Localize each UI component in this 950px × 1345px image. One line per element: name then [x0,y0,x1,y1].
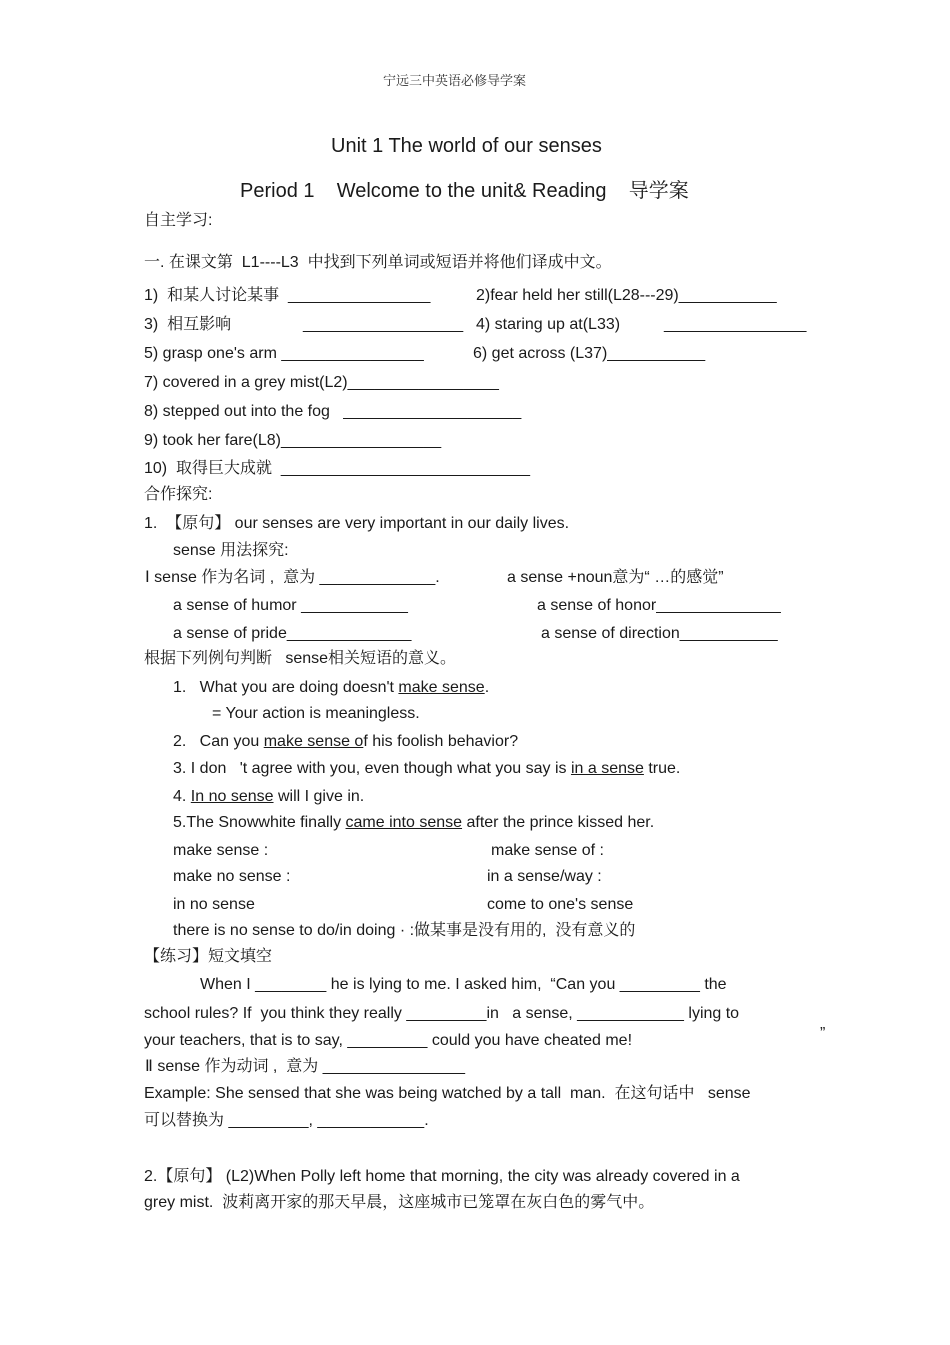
vocab-item: 7) covered in a grey mist(L2)_________________ [144,374,499,391]
noun-pattern: a sense +noun意为“ …的感觉” [507,569,724,586]
text-span: 5.The Snowwhite finally [173,814,346,831]
phrase-item: make no sense : [173,868,291,885]
closing-quote: ” [820,1025,826,1042]
text-span: after the prince kissed her. [462,814,655,831]
vocab-item: 9) took her fare(L8)__________________ [144,432,442,449]
original-sentence: 2.【原句】 (L2)When Polly left home that morning, the city was already covered in a [144,1168,740,1185]
example-sentence: = Your action is meaningless. [212,705,420,722]
text-span: 2. Can you [173,733,264,750]
vocab-item: 4) staring up at(L33) [476,316,621,333]
text-span: 4. [173,788,191,805]
instruction-text: 根据下列例句判断 sense相关短语的意义。 [144,650,457,667]
verb-definition: Ⅱ sense 作为动词 , 意为 ________________ [145,1058,466,1075]
phrase-item: make sense of : [491,842,604,859]
practice-heading: 【练习】短文填空 [144,948,273,965]
original-sentence: 1. 【原句】 our senses are very important in our daily lives. [144,515,570,532]
underlined-phrase: came into sense [345,814,463,831]
text-span: f his foolish behavior? [363,733,519,750]
underlined-phrase: make sense [398,679,485,696]
vocab-item: 8) stepped out into the fog ____________________ [144,403,522,420]
original-sentence: grey mist. 波莉离开家的那天早晨，这座城市已笼罩在灰白色的雾气中。 [144,1194,655,1211]
phrase-item: a sense of honor______________ [537,597,781,614]
vocab-blank: ________________ [664,316,807,333]
vocab-item: 5) grasp one's arm ________________ [144,345,424,362]
phrase-item: there is no sense to do/in doing · :做某事是没有用的, 没有意义的 [173,922,636,939]
example-sentence [173,759,680,779]
example-sentence [173,787,364,807]
underlined-phrase: In no sense [190,788,274,805]
underlined-phrase: make sense o [263,733,364,750]
phrase-item: come to one's sense [487,896,634,913]
vocab-item: 3) 相互影响 [144,316,232,333]
example-sentence: Example: She sensed that she was being watched by a tall man. 在这句话中 sense [144,1085,751,1102]
text-span: 3. I don 't agree with you, even though what you say is [173,760,571,777]
phrase-item: a sense of direction___________ [541,625,778,642]
phrase-item: in a sense/way : [487,868,602,885]
phrase-item: a sense of pride______________ [173,625,412,642]
phrase-item: make sense : [173,842,269,859]
section-heading: 自主学习: [144,212,213,229]
text-span: . [484,679,490,696]
example-sentence [173,678,489,698]
period-title: Period 1 Welcome to the unit& Reading 导学案 [240,180,689,202]
text-span: 1. What you are doing doesn't [173,679,399,696]
page-header: 宁远三中英语必修导学案 [383,73,527,88]
text-span: will I give in. [273,788,365,805]
instruction-text: 可以替换为 _________, ____________. [144,1112,429,1129]
practice-line: your teachers, that is to say, _________ could you have cheated me! [144,1032,633,1049]
phrase-item: a sense of humor ____________ [173,597,408,614]
vocab-blank: __________________ [303,316,464,333]
unit-title: Unit 1 The world of our senses [331,135,602,157]
vocab-item: 10) 取得巨大成就 ____________________________ [144,460,531,477]
practice-line: school rules? If you think they really _________in a sense, ____________ lying to [144,1005,740,1022]
underlined-phrase: in a sense [570,760,644,777]
text-span: true. [643,760,681,777]
vocab-item: 1) 和某人讨论某事 ________________ [144,287,431,304]
example-sentence [173,813,654,833]
usage-heading: sense 用法探究: [173,542,289,559]
instruction-text: 一. 在课文第 L1----L3 中找到下列单词或短语并将他们译成中文。 [144,254,612,271]
noun-definition: Ⅰ sense 作为名词 , 意为 _____________. [145,569,440,586]
phrase-item: in no sense [173,896,255,913]
vocab-item: 6) get across (L37)___________ [473,345,706,362]
example-sentence [173,732,518,752]
section-heading: 合作探究: [144,486,213,503]
practice-line: When I ________ he is lying to me. I asked him, “Can you _________ the [200,976,727,993]
vocab-item: 2)fear held her still(L28---29)___________ [476,287,777,304]
